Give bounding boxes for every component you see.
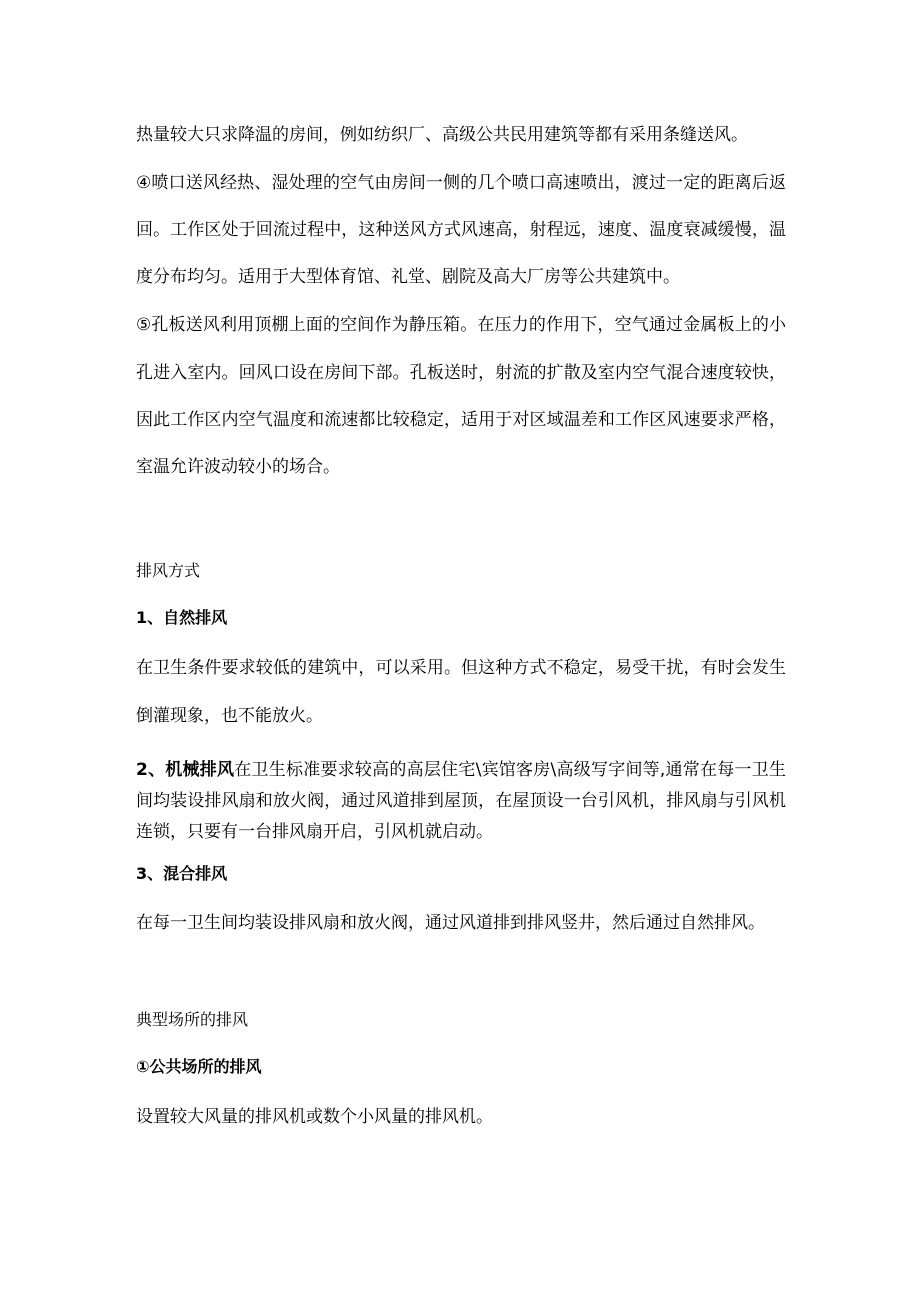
mechanical-exhaust-first-text: 在卫生标准要求较高的高层住宅\宾馆客房\高级写字间等,通常在每一卫生: [234, 760, 786, 780]
paragraph-nozzle-line: ④喷口送风经热、湿处理的空气由房间一侧的几个喷口高速喷出，渡过一定的距离后返: [136, 173, 786, 193]
natural-exhaust-line: 倒灌现象，也不能放火。: [136, 706, 323, 726]
paragraph-orifice-line: ⑤孔板送风利用顶棚上面的空间作为静压箱。在压力的作用下，空气通过金属板上的小: [136, 315, 786, 335]
mixed-exhaust-title: 3、混合排风: [136, 864, 228, 883]
paragraph-nozzle-line: 回。工作区处于回流过程中，这种送风方式风速高，射程远，速度、温度衰减缓慢，温: [136, 220, 786, 240]
mechanical-exhaust-first-line: [136, 758, 786, 782]
mechanical-exhaust-line: 连锁，只要有一台排风扇开启，引风机就启动。: [136, 822, 493, 842]
natural-exhaust-line: 在卫生条件要求较低的建筑中，可以采用。但这种方式不稳定，易受干扰，有时会发生: [136, 658, 786, 678]
paragraph-nozzle-line: 度分布均匀。适用于大型体育馆、礼堂、剧院及高大厂房等公共建筑中。: [136, 267, 680, 287]
paragraph-orifice-line: 因此工作区内空气温度和流速都比较稳定，适用于对区域温差和工作区风速要求严格，: [136, 410, 786, 430]
mechanical-exhaust-line: 间均装设排风扇和放火阀，通过风道排到屋顶，在屋顶设一台引风机，排风扇与引风机: [136, 791, 786, 811]
paragraph-orifice-line: 孔进入室内。回风口设在房间下部。孔板送时，射流的扩散及室内空气混合速度较快，: [136, 363, 786, 383]
natural-exhaust-title: 1、自然排风: [136, 608, 228, 627]
typical-exhaust-heading: 典型场所的排风: [136, 1010, 249, 1029]
mechanical-exhaust-title: 2、机械排风: [136, 760, 235, 780]
mixed-exhaust-line: 在每一卫生间均装设排风扇和放火阀，通过风道排到排风竖井，然后通过自然排风。: [136, 913, 765, 933]
public-exhaust-line: 设置较大风量的排风机或数个小风量的排风机。: [136, 1107, 493, 1127]
paragraph-slot-supply-end: 热量较大只求降温的房间，例如纺织厂、高级公共民用建筑等都有采用条缝送风。: [136, 125, 748, 145]
paragraph-orifice-line: 室温允许波动较小的场合。: [136, 457, 340, 477]
exhaust-heading: 排风方式: [136, 561, 201, 580]
public-exhaust-title: ①公共场所的排风: [136, 1057, 262, 1076]
